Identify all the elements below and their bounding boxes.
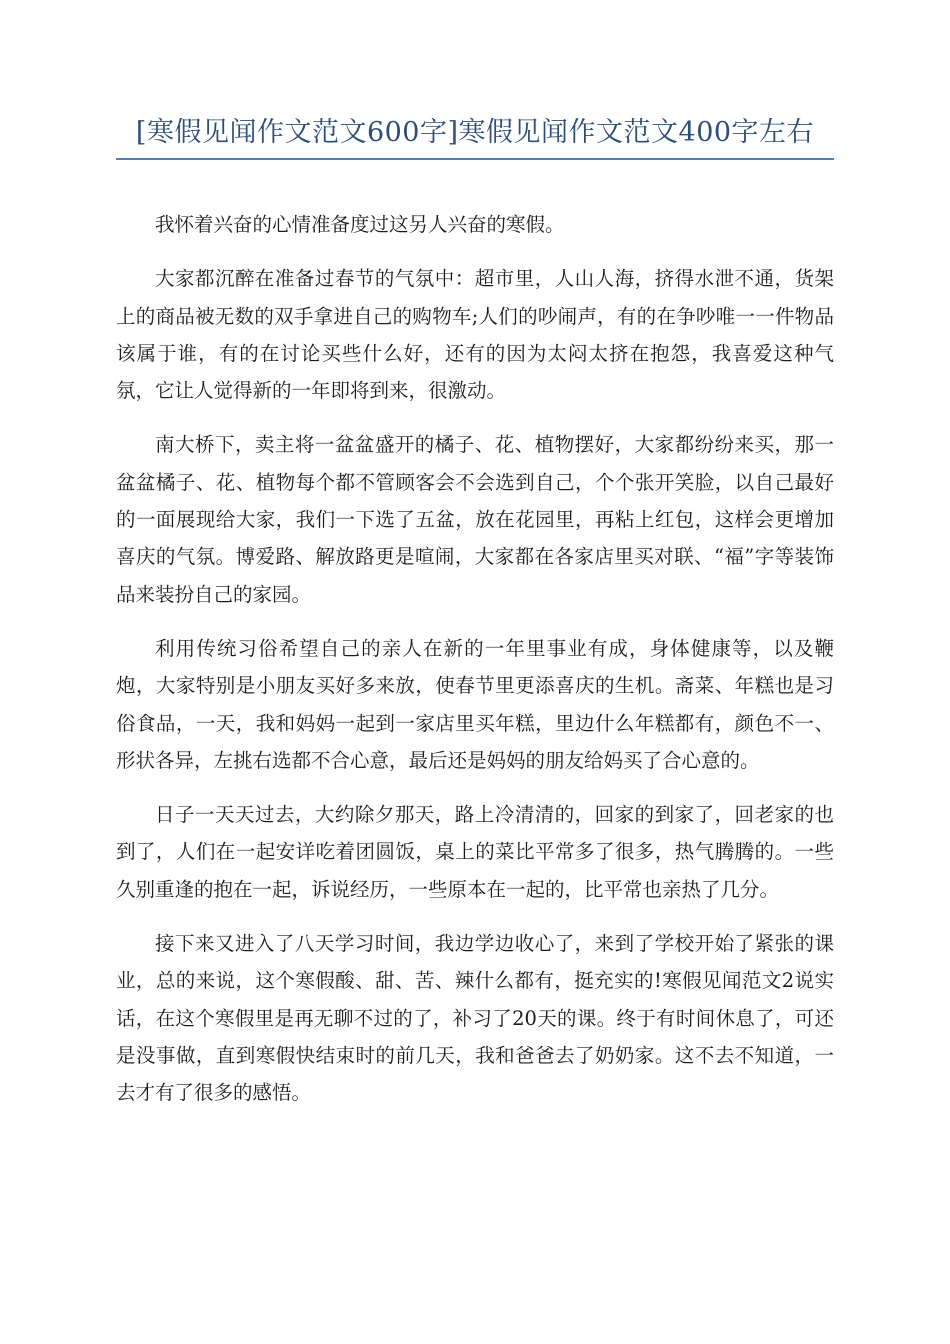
paragraph: 日子一天天过去，大约除夕那天，路上冷清清的，回家的到家了，回老家的也到了，人们在一起安详吃着团圆饭，桌上的菜比平常多了很多，热气腾腾的。一些久别重逢的抱在一起，诉说经历，一些原本在一起的，比平常也亲热了几分。 bbox=[116, 803, 834, 901]
title-block bbox=[116, 112, 834, 160]
paragraph: 利用传统习俗希望自己的亲人在新的一年里事业有成，身体健康等，以及鞭炮，大家特别是小朋友买好多来放，使春节里更添喜庆的生机。斋菜、年糕也是习俗食品，一天，我和妈妈一起到一家店里买年糕，里边什么年糕都有，颜色不一、形状各异，左挑右选都不合心意，最后还是妈妈的朋友给妈买了合心意的。 bbox=[116, 636, 834, 772]
title-underline bbox=[116, 158, 834, 160]
paragraph: 南大桥下，卖主将一盆盆盛开的橘子、花、植物摆好，大家都纷纷来买，那一盆盆橘子、花、植物每个都不管顾客会不会选到自己，个个张开笑脸，以自己最好的一面展现给大家，我们一下选了五盆，放在花园里，再粘上红包，这样会更增加喜庆的气氛。博爱路、解放路更是喧闹，大家都在各家店里买对联、“福”字等装饰品来装扮自己的家园。 bbox=[116, 433, 834, 606]
document-title: [寒假见闻作文范文600字]寒假见闻作文范文400字左右 bbox=[135, 117, 815, 148]
document-body bbox=[116, 206, 834, 1129]
paragraph: 接下来又进入了八天学习时间，我边学边收心了，来到了学校开始了紧张的课业，总的来说，这个寒假酸、甜、苦、辣什么都有，挺充实的!寒假见闻范文2说实话，在这个寒假里是再无聊不过的了，补习了20天的课。终于有时间休息了，可还是没事做，直到寒假快结束时的前几天，我和爸爸去了奶奶家。这不去不知道，一去才有了很多的感悟。 bbox=[116, 932, 834, 1105]
paragraph: 我怀着兴奋的心情准备度过这另人兴奋的寒假。 bbox=[155, 213, 565, 236]
paragraph: 大家都沉醉在准备过春节的气氛中：超市里，人山人海，挤得水泄不通，货架上的商品被无数的双手拿进自己的购物车;人们的吵闹声，有的在争吵唯一一件物品该属于谁，有的在讨论买些什么好，还有的因为太闷太挤在抱怨，我喜爱这种气氛，它让人觉得新的一年即将到来，很激动。 bbox=[116, 267, 834, 403]
